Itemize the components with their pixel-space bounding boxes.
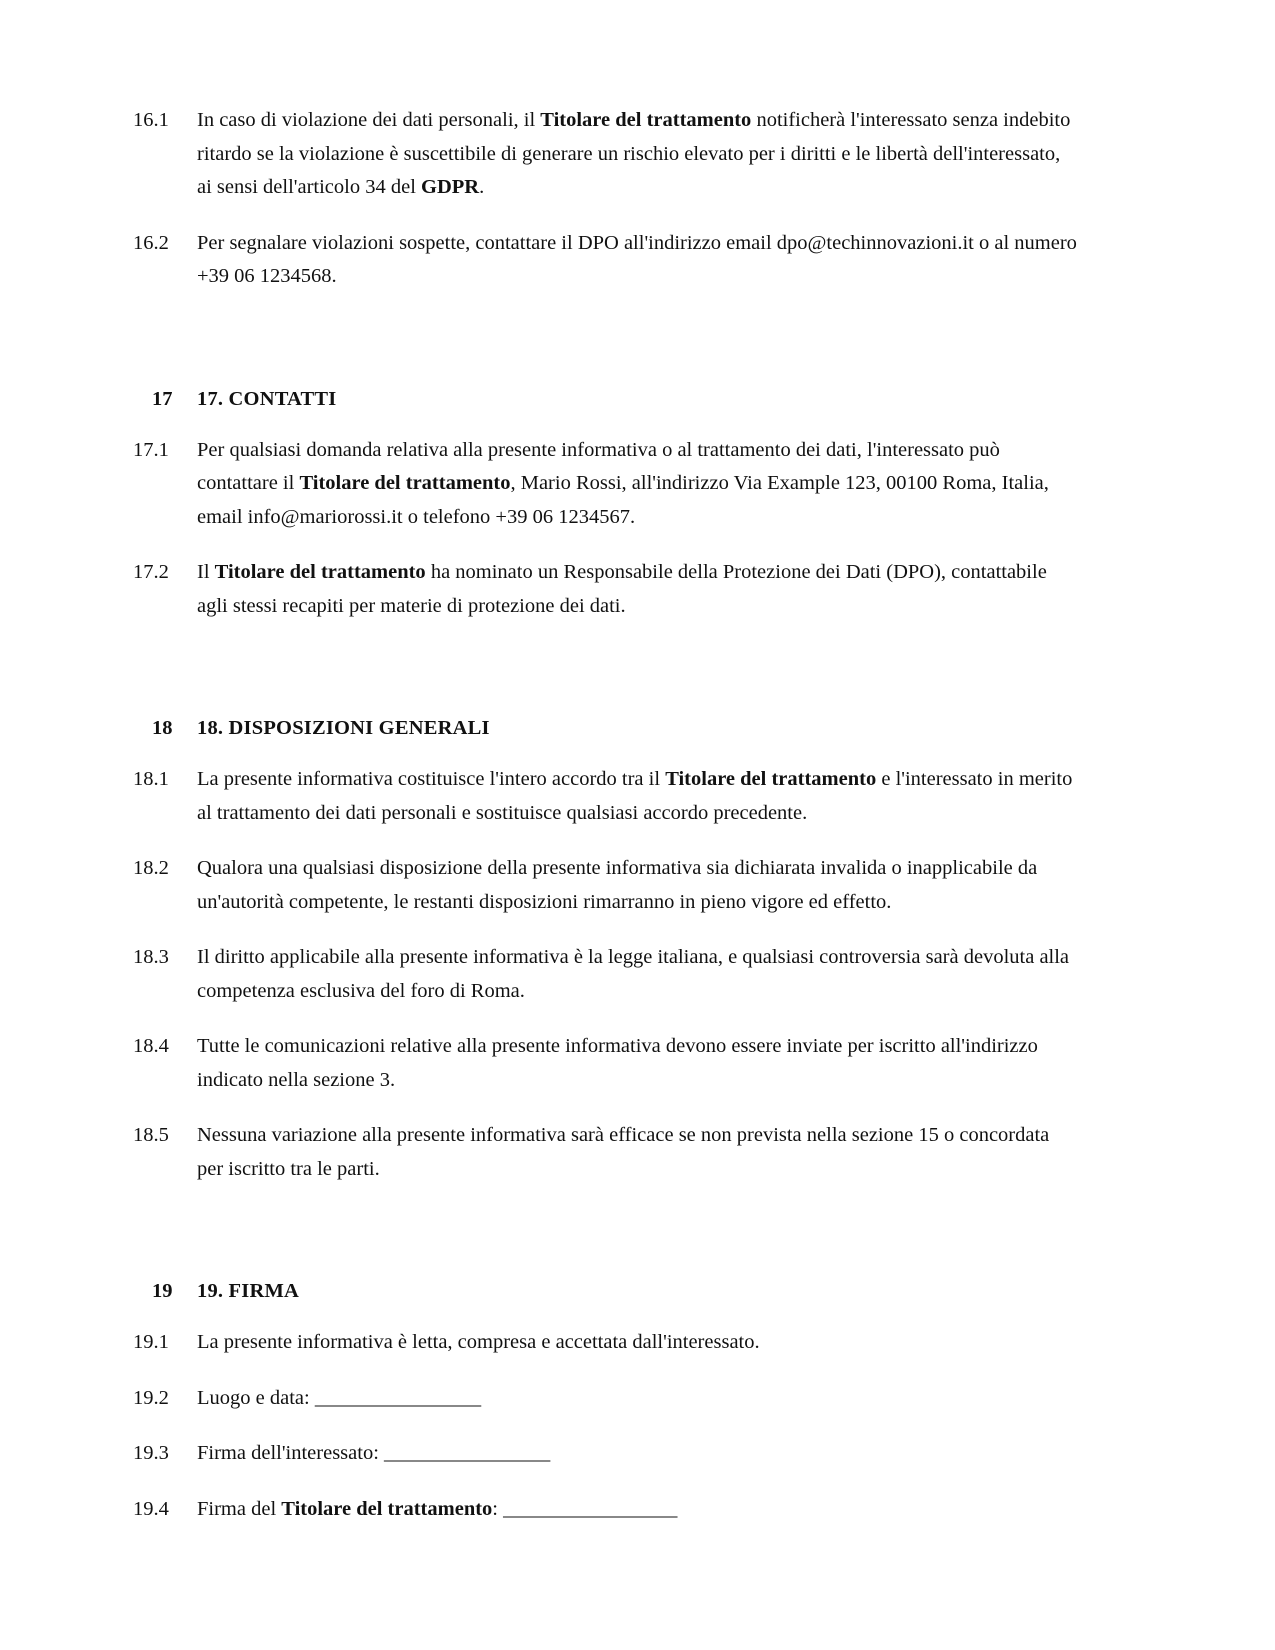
section-heading-title: 18. DISPOSIZIONI GENERALI [197, 717, 490, 739]
paragraph-text [197, 227, 1078, 294]
body-text: Qualora una qualsiasi disposizione della presente informativa sia dichiarata invalida o inapplicabile da un'autorità competente, le restanti disposizioni rimarranno in pieno vigore ed effetto. [197, 857, 1038, 913]
paragraph-18-4 [133, 1030, 1078, 1097]
paragraph-text [197, 763, 1078, 830]
body-text: . [479, 176, 485, 198]
body-text: e l'interessato in merito al trattamento dei dati personali e sostituisce qualsiasi accordo precedente. [197, 768, 1073, 824]
paragraph-number: 17.1 [133, 438, 169, 461]
body-text: Firma del [197, 1497, 282, 1520]
emphasis-text: Titolare del trattamento [299, 472, 511, 494]
paragraph-number: 18.2 [133, 857, 169, 879]
body-text: La presente informativa costituisce l'intero accordo tra il [197, 768, 666, 790]
body-text: La presente informativa è letta, compresa e accettata dall'interessato. [197, 1331, 760, 1353]
paragraph-number: 19.1 [133, 1331, 169, 1353]
section-heading-title: 17. CONTATTI [197, 387, 337, 410]
section-heading-number: 19 [152, 1280, 173, 1302]
paragraph-number: 16.1 [133, 109, 169, 131]
emphasis-text: GDPR [421, 176, 480, 198]
paragraph-17-1 [133, 434, 1078, 535]
paragraph-number: 19.4 [133, 1497, 169, 1520]
section-heading-title: 19. FIRMA [197, 1280, 300, 1302]
section-heading-17 [133, 346, 1078, 414]
body-text: , Mario Rossi, all'indirizzo Via Example 123, 00100 Roma, Italia, email info@mariorossi.it o telefono +39 06 1234567. [197, 472, 1049, 528]
body-text: ha nominato un Responsabile della Protezione dei Dati (DPO), contattabile agli stessi recapiti per materie di protezione dei dati. [197, 561, 1047, 617]
emphasis-text: Titolare del trattamento [281, 1497, 493, 1520]
paragraph-18-1 [133, 763, 1078, 830]
paragraph-text [197, 1119, 1078, 1186]
section-spacer [133, 645, 1078, 675]
section-spacer [133, 1208, 1078, 1238]
paragraph-text [197, 434, 1078, 535]
paragraph-17-2 [133, 556, 1078, 623]
section-heading-number: 18 [152, 717, 173, 739]
body-text: notificherà l'interessato senza indebito ritardo se la violazione è suscettibile di generare un rischio elevato per i diritti e le libertà dell'interessato, ai sensi dell'articolo 34 del [197, 109, 1071, 198]
paragraph-text [197, 1437, 1078, 1471]
body-text: Nessuna variazione alla presente informativa sarà efficace se non prevista nella sezione 15 o concordata per iscritto tra le parti. [197, 1124, 1050, 1180]
body-text: Per qualsiasi domanda relativa alla presente informativa o al trattamento dei dati, l'interessato può contattare il [197, 438, 1000, 494]
paragraph-number: 18.3 [133, 946, 169, 968]
body-text: In caso di violazione dei dati personali, il [197, 109, 541, 131]
fill-in-blank: _________________ [384, 1442, 550, 1464]
paragraph-text [197, 104, 1078, 205]
body-text: Per segnalare violazioni sospette, contattare il DPO all'indirizzo email dpo@techinnovazioni.it o al numero +39 06 1234568. [197, 231, 1077, 287]
paragraph-19-3 [133, 1437, 1078, 1471]
document-body [133, 104, 1078, 1526]
fill-in-blank: _________________ [314, 1386, 481, 1409]
paragraph-text [197, 1326, 1078, 1360]
paragraph-number: 19.3 [133, 1442, 169, 1464]
section-spacer [133, 316, 1078, 346]
paragraph-19-2 [133, 1382, 1078, 1416]
body-text: Il [197, 561, 215, 583]
paragraph-text [197, 941, 1078, 1008]
paragraph-text [197, 852, 1078, 919]
paragraph-number: 17.2 [133, 561, 169, 583]
body-text: Tutte le comunicazioni relative alla presente informativa devono essere inviate per iscritto all'indirizzo indicato nella sezione 3. [197, 1035, 1038, 1091]
emphasis-text: Titolare del trattamento [214, 561, 426, 583]
paragraph-19-1 [133, 1326, 1078, 1360]
body-text: : _________________ [492, 1497, 678, 1520]
paragraph-text [197, 556, 1078, 623]
emphasis-text: Titolare del trattamento [665, 768, 877, 790]
body-text: Firma dell'interessato: [197, 1442, 385, 1464]
paragraph-19-4 [133, 1493, 1078, 1527]
paragraph-number: 18.5 [133, 1124, 169, 1146]
paragraph-number: 18.4 [133, 1035, 169, 1057]
paragraph-number: 18.1 [133, 768, 169, 790]
paragraph-16-2 [133, 227, 1078, 294]
section-heading-19 [133, 1238, 1078, 1306]
paragraph-18-3 [133, 941, 1078, 1008]
body-text: Luogo e data: [197, 1386, 315, 1409]
paragraph-text [197, 1382, 1078, 1416]
emphasis-text: Titolare del trattamento [540, 109, 752, 131]
section-heading-18 [133, 675, 1078, 743]
paragraph-18-2 [133, 852, 1078, 919]
paragraph-16-1 [133, 104, 1078, 205]
body-text: Il diritto applicabile alla presente informativa è la legge italiana, e qualsiasi controversia sarà devoluta alla competenza esclusiva del foro di Roma. [197, 946, 1070, 1002]
paragraph-text [197, 1030, 1078, 1097]
paragraph-number: 16.2 [133, 231, 169, 254]
paragraph-text [197, 1493, 1078, 1527]
paragraph-18-5 [133, 1119, 1078, 1186]
paragraph-number: 19.2 [133, 1386, 169, 1409]
section-heading-number: 17 [152, 387, 173, 410]
